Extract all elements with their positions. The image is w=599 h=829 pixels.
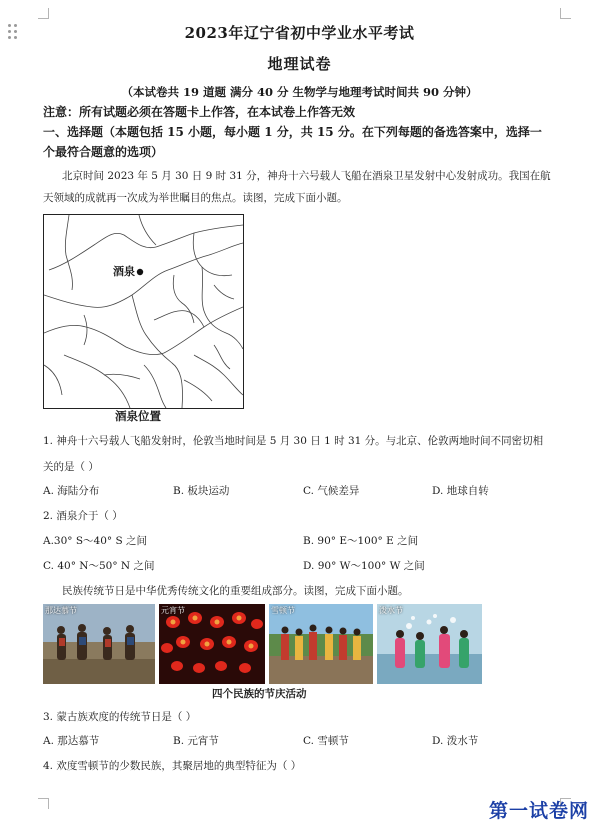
q2-option-c[interactable]: C. 40° N～50° N 之间: [43, 560, 155, 572]
q3-stem: 3. 蒙古族欢度的传统节日是（ ）: [43, 711, 197, 723]
section-heading-line1: 一、选择题（本题包括 15 小题，每小题 1 分，共 15 分。在下列每题的备选答案中，选择一: [43, 125, 542, 139]
map-boundaries: [44, 215, 243, 408]
intro2-text: 民族传统节日是中华优秀传统文化的重要组成部分。读图，完成下面小题。: [62, 585, 409, 597]
crop-mark-bottom-left: [38, 798, 49, 809]
q1-option-c[interactable]: C. 气候差异: [303, 485, 360, 497]
crop-mark-top-right: [560, 8, 571, 19]
photo-label-shoton: 雪顿节: [271, 606, 295, 615]
q1-option-b[interactable]: B. 板块运动: [173, 485, 230, 497]
intro1-line1: 北京时间 2023 年 5 月 30 日 9 时 31 分，神舟十六号载人飞船在酒泉卫星发射中心发射成功。我国在航: [62, 170, 551, 182]
photo-lantern: [159, 604, 265, 684]
map-city-label: 酒泉: [113, 265, 135, 278]
crop-mark-top-left: [38, 8, 49, 19]
site-watermark: 第一试卷网: [488, 800, 589, 822]
q3-option-b[interactable]: B. 元宵节: [173, 735, 219, 747]
photo-naadam: [43, 604, 155, 684]
exam-subject: 地理试卷: [267, 55, 332, 73]
q4-stem: 4. 欢度雪顿节的少数民族，其聚居地的典型特征为（ ）: [43, 760, 302, 772]
map-caption: 酒泉位置: [115, 409, 161, 423]
jiuquan-city-marker: [137, 269, 143, 275]
photo-water-splashing: [377, 604, 482, 684]
exam-info: （本试卷共 19 道题 满分 40 分 生物学与地理考试时间共 90 分钟）: [121, 85, 478, 99]
q1-option-d[interactable]: D. 地球自转: [432, 485, 489, 497]
q1-stem-line2: 关的是（ ）: [43, 461, 99, 473]
q3-option-a[interactable]: A. 那达慕节: [43, 735, 100, 747]
q1-option-a[interactable]: A. 海陆分布: [43, 485, 100, 497]
exam-title: 2023年辽宁省初中学业水平考试: [184, 24, 415, 42]
photo-shoton: [269, 604, 373, 684]
q1-stem-line1: 1. 神舟十六号载人飞船发射时，伦敦当地时间是 5 月 30 日 1 时 31 分。与北京、伦敦两地时间不同密切相: [43, 435, 544, 447]
photo-label-naadam: 那达慕节: [45, 606, 77, 615]
photo-label-lantern: 元宵节: [161, 606, 185, 615]
q2-option-d[interactable]: D. 90° W～100° W 之间: [303, 560, 425, 572]
jiuquan-map: [43, 214, 244, 409]
q3-option-d[interactable]: D. 泼水节: [432, 735, 479, 747]
q2-option-b[interactable]: B. 90° E～100° E 之间: [303, 535, 419, 547]
section-heading-line2: 个最符合题意的选项）: [43, 145, 164, 159]
q2-option-a[interactable]: A.30° S～40° S 之间: [43, 535, 148, 547]
photo-label-water-splashing: 泼水节: [379, 606, 403, 615]
q3-option-c[interactable]: C. 雪顿节: [303, 735, 349, 747]
notice: 注意：所有试题必须在答题卡上作答，在本试卷上作答无效: [43, 105, 356, 119]
intro1-line2: 天领域的成就再一次成为举世瞩目的焦点。读图，完成下面小题。: [43, 192, 348, 204]
photos-caption: 四个民族的节庆活动: [212, 688, 307, 700]
q2-stem: 2. 酒泉介于（ ）: [43, 510, 123, 522]
